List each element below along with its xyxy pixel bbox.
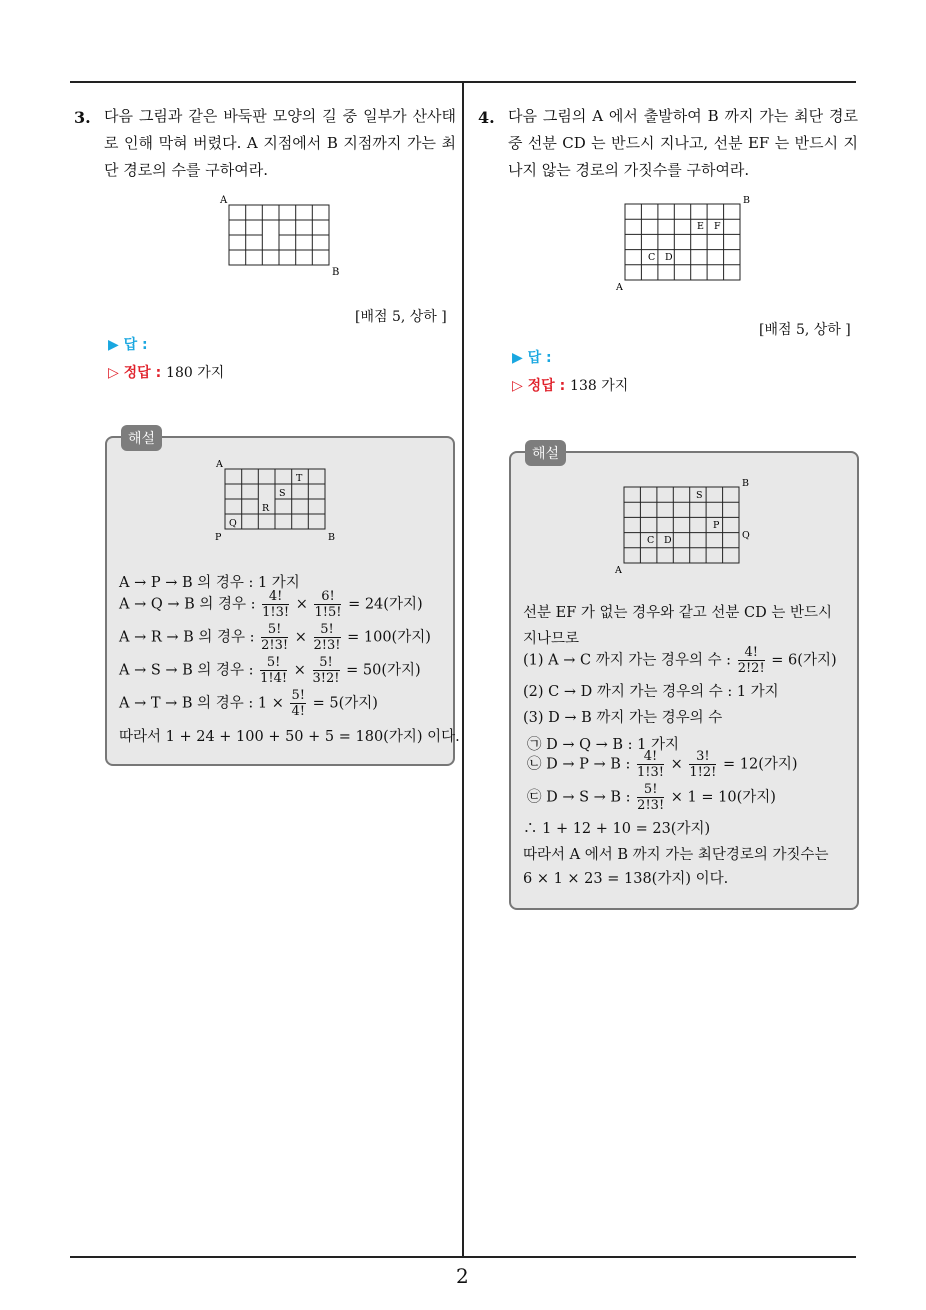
grid-figure	[215, 192, 345, 277]
page-number: 2	[456, 1264, 469, 1288]
label-f: F	[714, 221, 721, 232]
fraction: $\frac{5!}{4!}$	[291, 688, 305, 719]
question-text: 다음 그림과 같은 바둑판 모양의 길 중 일부가 산사태로 인해 막혀 버렸다. A 지점에서 B 지점까지 가는 최단 경로의 수를 구하여라.	[104, 107, 456, 179]
answer-line	[512, 347, 552, 367]
explanation-line-5	[119, 688, 378, 719]
question-number: 3.	[74, 108, 91, 127]
explanation-box	[105, 436, 460, 766]
question-number: 4.	[478, 108, 495, 127]
label-s: S	[279, 488, 286, 499]
explanation-line-1: 선분 EF 가 없는 경우와 같고 선분 CD 는 반드시	[523, 605, 832, 621]
case-text: A → R → B 의 경우 :	[119, 629, 255, 646]
fraction: $\frac{4!}{1!3!}$	[637, 749, 664, 780]
times-sign: ×	[293, 662, 306, 679]
label-a: A	[216, 459, 223, 470]
fraction: $\frac{3!}{1!2!}$	[689, 749, 717, 780]
bottom-rule	[70, 1256, 856, 1258]
explanation-line-6: ㉠ D → Q → B : 1 가지	[527, 737, 679, 753]
case-text: A → S → B 의 경우 :	[119, 662, 254, 679]
fraction: $\frac{5!}{2!3!}$	[313, 622, 341, 653]
fraction: $\frac{5!}{2!3!}$	[637, 782, 665, 813]
grid-figure	[610, 190, 760, 292]
label-b: B	[332, 267, 340, 277]
explanation-line-1: A → P → B 의 경우 : 1 가지	[119, 575, 300, 591]
label-a: A	[616, 282, 623, 292]
label-t: T	[296, 473, 303, 484]
case-text: ㉡ D → P → B :	[527, 756, 631, 773]
correct-answer-line	[512, 375, 628, 395]
case-text: (1) A → C 까지 가는 경우의 수 :	[523, 652, 732, 669]
label-a: A	[220, 195, 228, 206]
case-text: A → T → B 의 경우 : 1 ×	[119, 695, 284, 712]
explanation-line-2	[119, 589, 423, 620]
explanation-box	[509, 451, 859, 910]
explanation-line-11: 6 × 1 × 23 = 138(가지) 이다.	[523, 871, 729, 887]
case-result: × 1 = 10(가지)	[670, 789, 776, 806]
explanation-line-8	[527, 782, 776, 813]
fraction: $\frac{5!}{3!2!}$	[312, 655, 340, 686]
label-q: Q	[229, 518, 237, 529]
case-result: = 5(가지)	[312, 695, 378, 712]
explanation-line-3	[523, 645, 837, 676]
explanation-line-7	[527, 749, 798, 780]
correct-answer-line	[108, 362, 224, 382]
answer-label: ▶ 답 :	[512, 350, 552, 366]
case-result: = 50(가지)	[346, 662, 421, 679]
label-p: P	[713, 520, 720, 531]
explanation-line-2: 지나므로	[523, 631, 580, 647]
case-result: = 24(가지)	[348, 596, 423, 613]
case-result: = 6(가지)	[771, 652, 837, 669]
label-a: A	[615, 565, 622, 575]
times-sign: ×	[294, 629, 307, 646]
correct-label: ▷ 정답 :	[512, 378, 566, 394]
score-meta: [배점 5, 상하 ]	[759, 322, 851, 338]
label-s: S	[696, 490, 703, 501]
label-b: B	[742, 478, 749, 489]
correct-value: 138 가지	[570, 378, 629, 394]
label-e: E	[697, 221, 704, 232]
explanation-line-9: ∴ 1 + 12 + 10 = 23(가지)	[523, 821, 711, 837]
correct-value: 180 가지	[166, 365, 225, 381]
case-result: = 12(가지)	[722, 756, 798, 773]
explanation-grid-figure	[211, 456, 351, 546]
label-d: D	[665, 252, 673, 263]
fraction: $\frac{5!}{1!4!}$	[260, 655, 288, 686]
label-c: C	[648, 252, 656, 263]
label-p: P	[215, 532, 222, 543]
explanation-line-4: (2) C → D 까지 가는 경우의 수 : 1 가지	[523, 684, 779, 700]
explanation-tag: 해설	[121, 425, 162, 451]
fraction: $\frac{5!}{2!3!}$	[261, 622, 289, 653]
explanation-line-5: (3) D → B 까지 가는 경우의 수	[523, 710, 723, 726]
case-result: = 100(가지)	[347, 629, 431, 646]
explanation-grid-figure	[609, 473, 759, 575]
label-r: R	[262, 503, 270, 514]
explanation-line-6: 따라서 1 + 24 + 100 + 50 + 5 = 180(가지) 이다.	[119, 729, 460, 745]
explanation-line-10: 따라서 A 에서 B 까지 가는 최단경로의 가짓수는	[523, 847, 829, 863]
fraction: $\frac{4!}{1!3!}$	[262, 589, 290, 620]
label-b: B	[328, 532, 335, 543]
explanation-tag: 해설	[525, 440, 566, 466]
times-sign: ×	[295, 596, 308, 613]
case-text: ㉢ D → S → B :	[527, 789, 631, 806]
fraction: $\frac{6!}{1!5!}$	[314, 589, 342, 620]
label-d: D	[664, 535, 672, 546]
label-b: B	[743, 195, 750, 206]
explanation-line-3	[119, 622, 431, 653]
case-text: A → Q → B 의 경우 :	[119, 596, 256, 613]
label-q: Q	[742, 530, 750, 541]
explanation-line-4	[119, 655, 421, 686]
fraction: $\frac{4!}{2!2!}$	[737, 645, 765, 676]
column-divider	[462, 81, 464, 1258]
answer-label: ▶ 답 :	[108, 337, 148, 353]
score-meta: [배점 5, 상하 ]	[355, 309, 447, 325]
times-sign: ×	[670, 756, 683, 773]
answer-line	[108, 334, 148, 354]
question-text: 다음 그림의 A 에서 출발하여 B 까지 가는 최단 경로 중 선분 CD 는 반드시 지나고, 선분 EF 는 반드시 지나지 않는 경로의 가짓수를 구하여라.	[508, 107, 858, 179]
correct-label: ▷ 정답 :	[108, 365, 162, 381]
label-c: C	[647, 535, 655, 546]
